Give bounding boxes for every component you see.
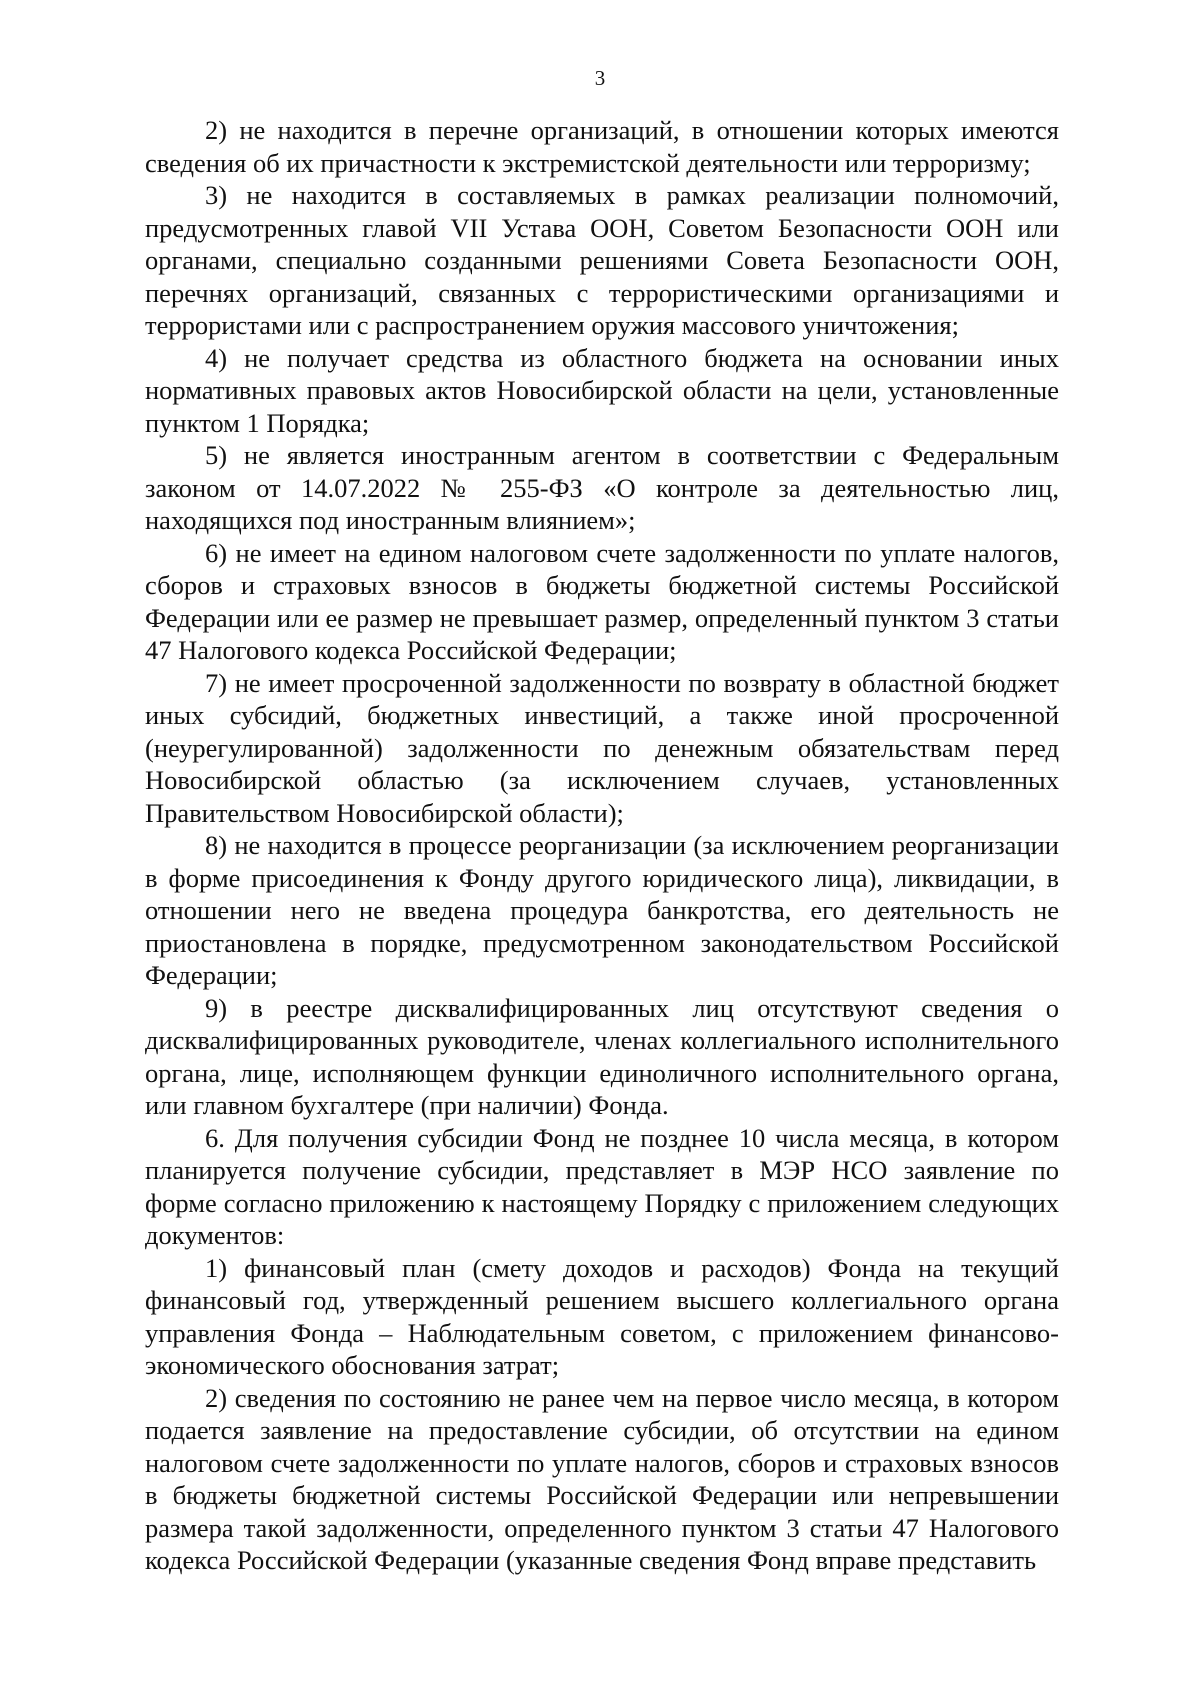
paragraph-item-4-budget-funds: 4) не получает средства из областного бюджета на основании иных нормативных правовых актов Новосибирской области на цели, установленные пунктом 1 Порядка; bbox=[145, 342, 1059, 438]
paragraph-doc-1-financial-plan: 1) финансовый план (смету доходов и расходов) Фонда на текущий финансовый год, утвержденный решением высшего коллегиального органа управления Фонда – Наблюдательным советом, с приложением финансово-экономического обоснования затрат; bbox=[145, 1252, 1059, 1380]
paragraph-item-5-foreign-agent: 5) не является иностранным агентом в соответствии с Федеральным законом от 14.07.2022 № 255-ФЗ «О контроле за деятельностью лиц, находящихся под иностранным влиянием»; bbox=[145, 440, 1059, 535]
paragraph-item-7-overdue-debt: 7) не имеет просроченной задолженности по возврату в областной бюджет иных субсидий, бюджетных инвестиций, а также иной просроченной (неурегулированной) задолженности по денежным обязательствам перед Новосибирской областью (за исключением случаев, установленных Правительством Новосибирской области); bbox=[145, 667, 1059, 828]
paragraph-item-3-un-lists: 3) не находится в составляемых в рамках реализации полномочий, предусмотренных главой VII Устава ООН, Советом Безопасности ООН или органами, специально созданными решениями Совета Безопасности ООН, перечнях организаций, связанных с террористическими организациями и террористами или с распространением оружия массового уничтожения; bbox=[145, 180, 1059, 340]
paragraph-doc-2-tax-info: 2) сведения по состоянию не ранее чем на первое число месяца, в котором подается заявление на предоставление субсидии, об отсутствии на едином налоговом счете задолженности по уплате налогов, сборов и страховых взносов в бюджеты бюджетной системы Российской Федерации или непревышении размера такой задолженности, определенного пунктом 3 статьи 47 Налогового кодекса Российской Федерации (указанные сведения Фонд вправе представить bbox=[145, 1382, 1059, 1575]
paragraph-clause-6-application: 6. Для получения субсидии Фонд не позднее 10 числа месяца, в котором планируется получение субсидии, представляет в МЭР НСО заявление по форме согласно приложению к настоящему Порядку с приложением следующих документов: bbox=[145, 1122, 1059, 1250]
paragraph-item-9-disqualified: 9) в реестре дисквалифицированных лиц отсутствуют сведения о дисквалифицированных руководителе, членах коллегиального исполнительного органа, лице, исполняющем функции единоличного исполнительного органа, или главном бухгалтере (при наличии) Фонда. bbox=[145, 992, 1059, 1120]
page-number: 3 bbox=[594, 66, 606, 90]
paragraph-item-2-extremism: 2) не находится в перечне организаций, в отношении которых имеются сведения об их причастности к экстремистской деятельности или терроризму; bbox=[145, 115, 1059, 178]
paragraph-item-8-reorganization: 8) не находится в процессе реорганизации (за исключением реорганизации в форме присоединения к Фонду другого юридического лица), ликвидации, в отношении него не введена процедура банкротства, его деятельность не приостановлена в порядке, предусмотренном законодательством Российской Федерации; bbox=[145, 830, 1059, 990]
paragraph-item-6-tax-debt: 6) не имеет на едином налоговом счете задолженности по уплате налогов, сборов и страховых взносов в бюджеты бюджетной системы Российской Федерации или ее размер не превышает размер, определенный пунктом 3 статьи 47 Налогового кодекса Российской Федерации; bbox=[145, 537, 1059, 665]
document-body bbox=[145, 114, 1059, 1577]
